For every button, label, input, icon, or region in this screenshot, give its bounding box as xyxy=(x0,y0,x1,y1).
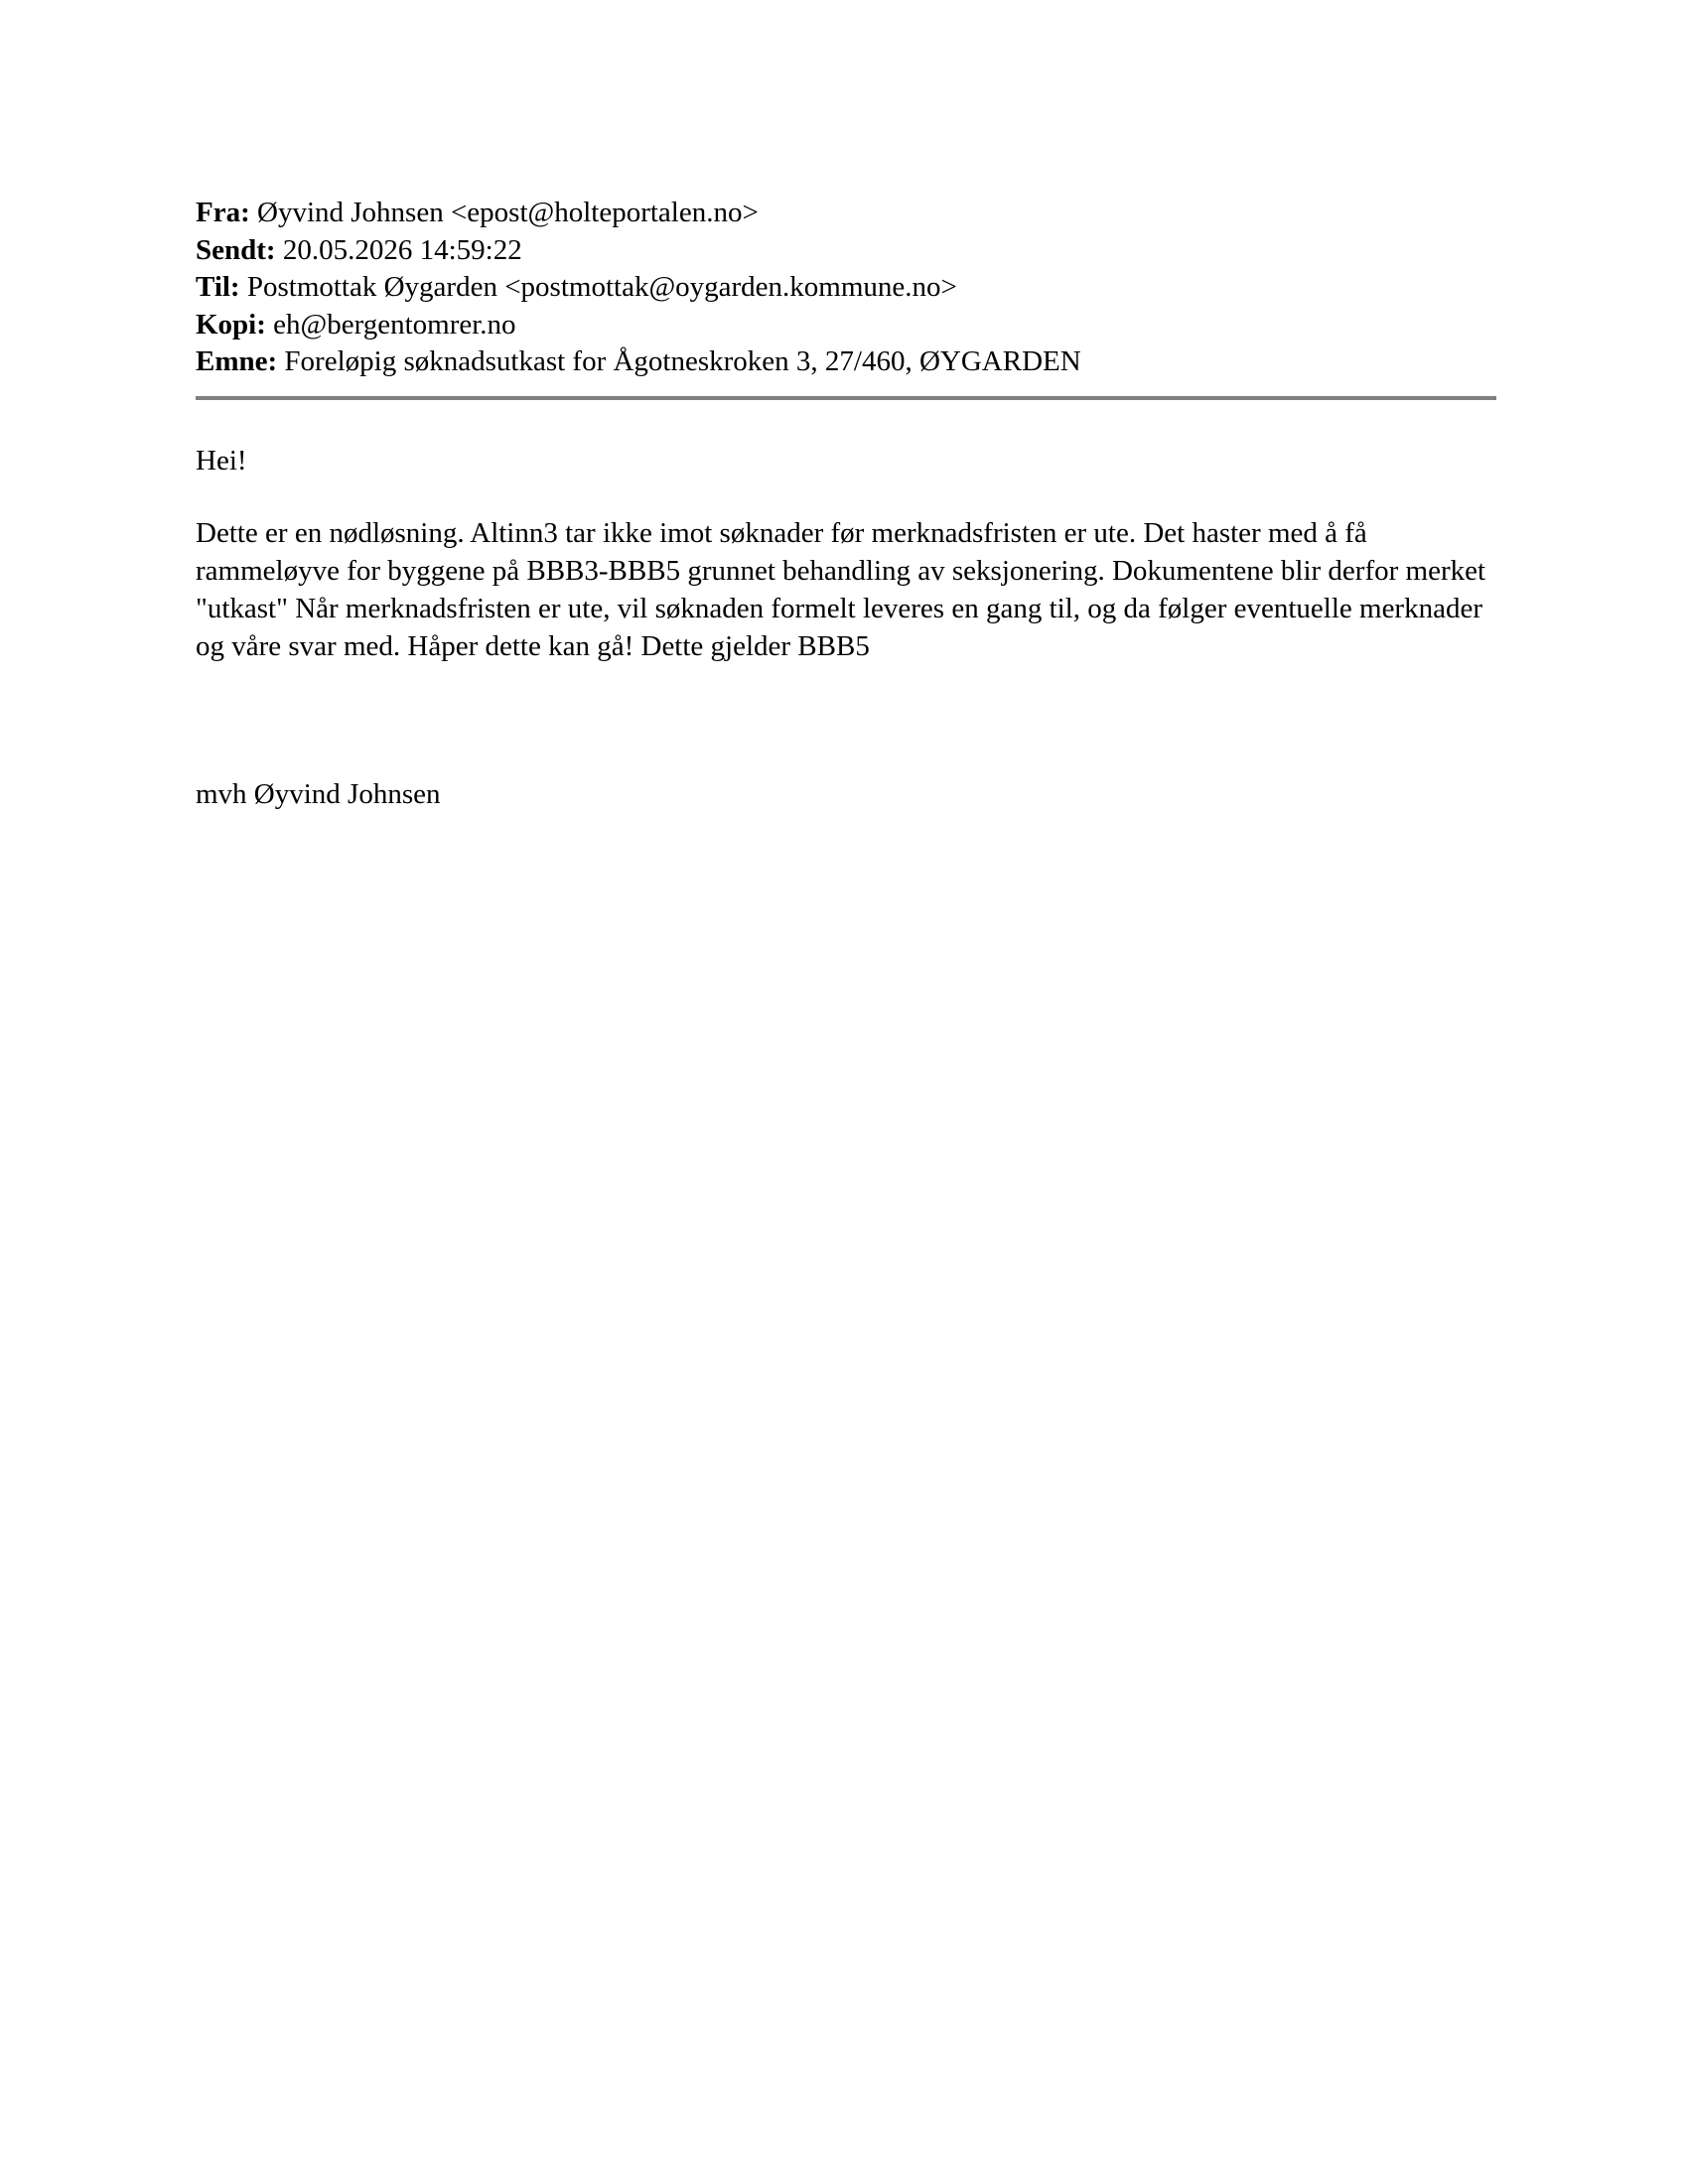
sent-line xyxy=(196,232,1496,270)
from-line xyxy=(196,195,1496,232)
subject-value: Foreløpig søknadsutkast for Ågotneskroken 3, 27/460, ØYGARDEN xyxy=(284,345,1081,377)
signature: mvh Øyvind Johnsen xyxy=(196,777,441,810)
email-body xyxy=(196,442,1496,813)
subject-line xyxy=(196,343,1496,381)
from-value: Øyvind Johnsen <epost@holteportalen.no> xyxy=(257,197,759,228)
cc-line xyxy=(196,307,1496,344)
email-printout xyxy=(196,195,1496,813)
to-label: Til: xyxy=(196,271,240,303)
greeting: Hei! xyxy=(196,444,247,477)
cc-value: eh@bergentomrer.no xyxy=(273,308,516,341)
subject-label: Emne: xyxy=(196,345,278,377)
header-divider xyxy=(196,396,1496,400)
email-header xyxy=(196,195,1496,381)
body-paragraph: Dette er en nødløsning. Altinn3 tar ikke imot søknader før merknadsfristen er ute. Det haster med å få rammeløyve for byggene på BBB3-BBB5 grunnet behandling av seksjonering. Dokumentene blir derfor merket "utkast" Når merknadsfristen er ute, vil søknaden formelt leveres en gang til, og da følger eventuelle merknader og våre svar med. Håper dette kan gå! Dette gjelder BBB5 xyxy=(196,516,1486,662)
to-value: Postmottak Øygarden <postmottak@oygarden.kommune.no> xyxy=(246,271,957,303)
cc-label: Kopi: xyxy=(196,308,266,341)
sent-value: 20.05.2026 14:59:22 xyxy=(282,233,522,266)
from-label: Fra: xyxy=(196,197,250,228)
sent-label: Sendt: xyxy=(196,233,276,266)
to-line xyxy=(196,269,1496,307)
